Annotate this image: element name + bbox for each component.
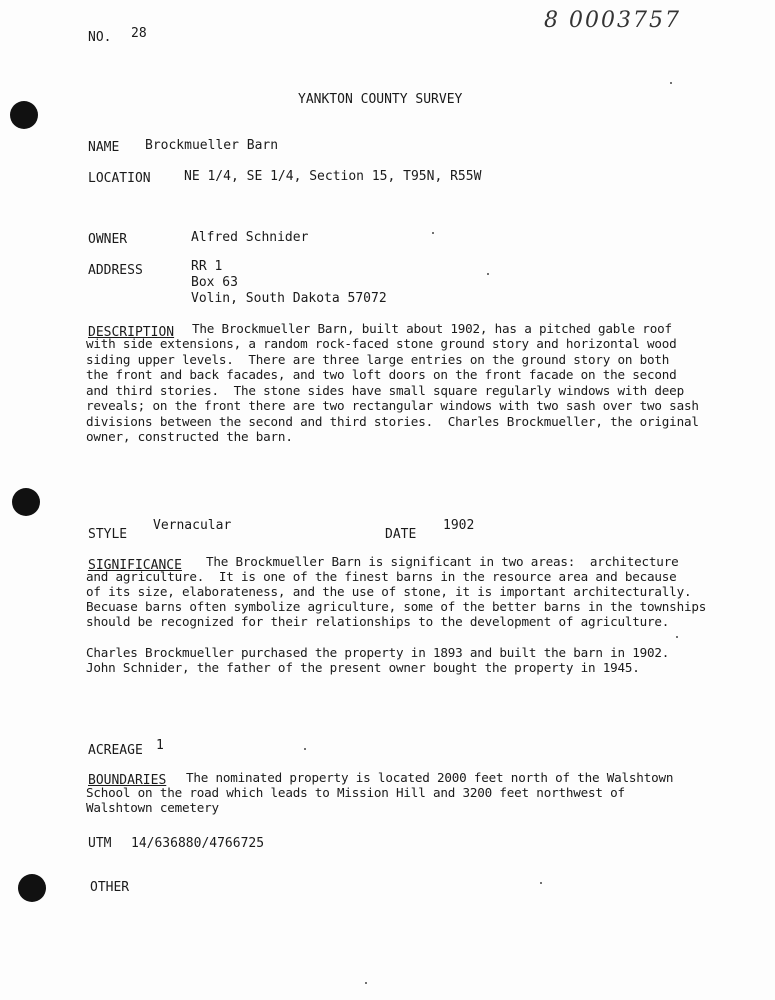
significance-line: should be recognized for their relationships to the development of agriculture. bbox=[86, 614, 670, 629]
scan-speck bbox=[304, 748, 306, 750]
significance-line: of its size, elaborateness, and the use of stone, it is important architecturally. bbox=[86, 584, 692, 599]
description-line: the front and back facades, and two loft doors on the front facade on the second bbox=[86, 367, 677, 382]
description-label: DESCRIPTION bbox=[88, 325, 175, 340]
scan-speck bbox=[670, 82, 672, 84]
date-value: 1902 bbox=[443, 518, 475, 533]
boundaries-line: School on the road which leads to Mission Hill and 3200 feet northwest of bbox=[86, 785, 625, 800]
boundaries-label: BOUNDARIES bbox=[88, 773, 167, 788]
owner-value: Alfred Schnider bbox=[191, 230, 309, 245]
scan-speck bbox=[487, 273, 489, 275]
significance-line: Becuase barns often symbolize agriculture, some of the better barns in the townships bbox=[86, 599, 707, 614]
address-line-3: Volin, South Dakota 57072 bbox=[191, 291, 387, 306]
address-line-1: RR 1 bbox=[191, 259, 223, 274]
punch-hole-middle bbox=[12, 488, 40, 516]
boundaries-line: Walshtown cemetery bbox=[86, 800, 219, 815]
location-value: NE 1/4, SE 1/4, Section 15, T95N, R55W bbox=[184, 169, 482, 184]
style-label: STYLE bbox=[88, 527, 128, 542]
description-line: reveals; on the front there are two rectangular windows with two sash over two sash bbox=[86, 398, 699, 413]
owner-label: OWNER bbox=[88, 232, 128, 247]
acreage-value: 1 bbox=[156, 738, 164, 753]
acreage-label: ACREAGE bbox=[88, 743, 143, 758]
history-line: John Schnider, the father of the present owner bought the property in 1945. bbox=[86, 660, 640, 675]
description-line: owner, constructed the barn. bbox=[86, 429, 293, 444]
date-label: DATE bbox=[385, 527, 417, 542]
punch-hole-top bbox=[10, 101, 38, 129]
location-label: LOCATION bbox=[88, 171, 151, 186]
scan-speck bbox=[540, 882, 542, 884]
handwritten-reference-number: 8 0003757 bbox=[544, 8, 681, 33]
scan-speck bbox=[676, 636, 678, 638]
description-line: siding upper levels. There are three large entries on the ground story on both bbox=[86, 352, 670, 367]
significance-line: The Brockmueller Barn is significant in two areas: architecture bbox=[206, 554, 679, 569]
utm-value: 14/636880/4766725 bbox=[131, 836, 265, 851]
description-line: divisions between the second and third stories. Charles Brockmueller, the original bbox=[86, 414, 699, 429]
page-title: YANKTON COUNTY SURVEY bbox=[298, 92, 463, 107]
significance-label: SIGNIFICANCE bbox=[88, 558, 182, 573]
style-value: Vernacular bbox=[153, 518, 232, 533]
name-label: NAME bbox=[88, 140, 120, 155]
description-line: and third stories. The stone sides have small square regularly windows with deep bbox=[86, 383, 684, 398]
boundaries-line: The nominated property is located 2000 feet north of the Walshtown bbox=[186, 770, 674, 785]
history-line: Charles Brockmueller purchased the property in 1893 and built the barn in 1902. bbox=[86, 645, 670, 660]
number-value: 28 bbox=[131, 26, 147, 41]
description-line: with side extensions, a random rock-faced stone ground story and horizontal wood bbox=[86, 336, 677, 351]
scan-speck bbox=[365, 982, 367, 984]
description-line: The Brockmueller Barn, built about 1902, has a pitched gable roof bbox=[192, 321, 672, 336]
number-label: NO. bbox=[88, 30, 112, 45]
address-line-2: Box 63 bbox=[191, 275, 238, 290]
utm-label: UTM bbox=[88, 836, 112, 851]
punch-hole-bottom bbox=[18, 874, 46, 902]
significance-line: and agriculture. It is one of the finest barns in the resource area and because bbox=[86, 569, 677, 584]
scan-speck bbox=[432, 232, 434, 234]
address-label: ADDRESS bbox=[88, 263, 143, 278]
name-value: Brockmueller Barn bbox=[145, 138, 279, 153]
other-label: OTHER bbox=[90, 880, 130, 895]
